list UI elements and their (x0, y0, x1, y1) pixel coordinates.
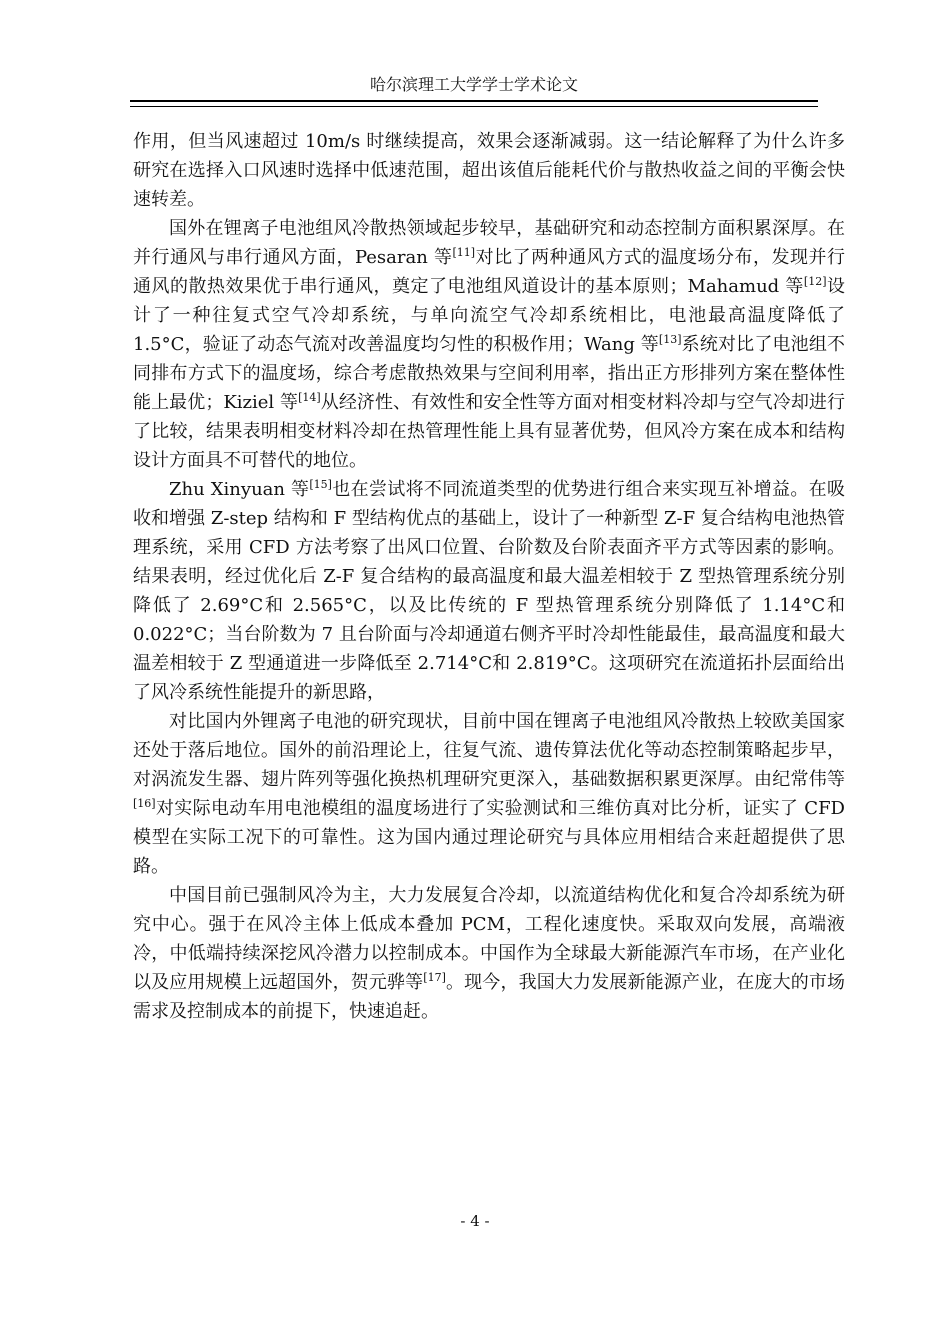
paragraph (133, 707, 845, 881)
paragraph-text: 对比了两种通风方式的温度场分布，发现并行通风的散热效果优于串行通风，奠定了电池组风道设计的基本原则；Mahamud 等 (133, 247, 846, 297)
paragraph-text: 作用，但当风速超过 10m/s 时继续提高，效果会逐渐减弱。这一结论解释了为什么许多研究在选择入口风速时选择中低速范围，超出该值后能耗代价与散热收益之间的平衡会快速转差。 (133, 131, 845, 210)
citation-ref: [17] (423, 971, 446, 984)
running-header: 哈尔滨理工大学学士学术论文 (369, 75, 578, 94)
page-number: - 4 - (460, 1212, 490, 1230)
paragraph (133, 881, 845, 1026)
paragraph (133, 214, 845, 475)
paragraph-text: 中国目前已强制风冷为主，大力发展复合冷却，以流道结构优化和复合冷却系统为研究中心。强于在风冷主体上低成本叠加 PCM，工程化速度快。采取双向发展，高端液冷，中低端持续深挖风冷潜力以控制成本。中国作为全球最大新能源汽车市场，在产业化以及应用规模上远超国外，贺元骅等 (133, 885, 845, 993)
citation-ref: [15] (309, 478, 332, 491)
citation-ref: [12] (803, 275, 827, 288)
citation-ref: [11] (452, 246, 476, 259)
citation-ref: [16] (133, 797, 156, 810)
citation-ref: [13] (658, 333, 682, 346)
paragraph (133, 475, 845, 707)
citation-ref: [14] (298, 391, 321, 404)
paragraph-text: 也在尝试将不同流道类型的优势进行组合来实现互补增益。在吸收和增强 Z-step 结构和 F 型结构优点的基础上，设计了一种新型 Z-F 复合结构电池热管理系统，采用 CFD 方法考察了出风口位置、台阶数及台阶表面齐平方式等因素的影响。结果表明，经过优化后 Z-F 复合结构的最高温度和最大温差相较于 Z 型热管理系统分别降低了 2.69°C和 2.565°C，以及比传统的 F 型热管理系统分别降低了 1.14°C和 0.022°C；当台阶数为 7 且台阶面与冷却通道右侧齐平时冷却性能最佳，最高温度和最大温差相较于 Z 型通道进一步降低至 2.714°C和 2.819°C。这项研究在流道拓扑层面给出了风冷系统性能提升的新思路， (133, 479, 845, 703)
paragraph (133, 127, 845, 214)
paragraph-text: 设计了一种往复式空气冷却系统，与单向流空气冷却系统相比，电池最高温度降低了 1.5°C，验证了动态气流对改善温度均匀性的积极作用；Wang 等 (133, 276, 846, 355)
paragraph-text: 。现今，我国大力发展新能源产业，在庞大的市场需求及控制成本的前提下，快速追赶。 (133, 972, 846, 1022)
header-rule-thick (130, 100, 818, 102)
paragraph-text: Zhu Xinyuan 等 (169, 479, 310, 500)
paragraph-text: 从经济性、有效性和安全性等方面对相变材料冷却与空气冷却进行了比较，结果表明相变材料冷却在热管理性能上具有显著优势，但风冷方案在成本和结构设计方面具不可替代的地位。 (133, 392, 845, 471)
body-text (133, 127, 845, 1026)
paragraph-text: 系统对比了电池组不同排布方式下的温度场，综合考虑散热效果与空间利用率，指出正方形排列方案在整体性能上最优；Kiziel 等 (133, 334, 845, 413)
paragraph-text: 国外在锂离子电池组风冷散热领域起步较早，基础研究和动态控制方面积累深厚。在并行通风与串行通风方面，Pesaran 等 (133, 218, 845, 268)
paragraph-text: 对实际电动车用电池模组的温度场进行了实验测试和三维仿真对比分析，证实了 CFD 模型在实际工况下的可靠性。这为国内通过理论研究与具体应用相结合来赶超提供了思路。 (133, 798, 845, 877)
header-rule-thin (130, 106, 818, 107)
paragraph-text: 对比国内外锂离子电池的研究现状，目前中国在锂离子电池组风冷散热上较欧美国家还处于落后地位。国外的前沿理论上，往复气流、遗传算法优化等动态控制策略起步早，对涡流发生器、翅片阵列等强化换热机理研究更深入，基础数据积累更深厚。由纪常伟等 (133, 711, 845, 790)
